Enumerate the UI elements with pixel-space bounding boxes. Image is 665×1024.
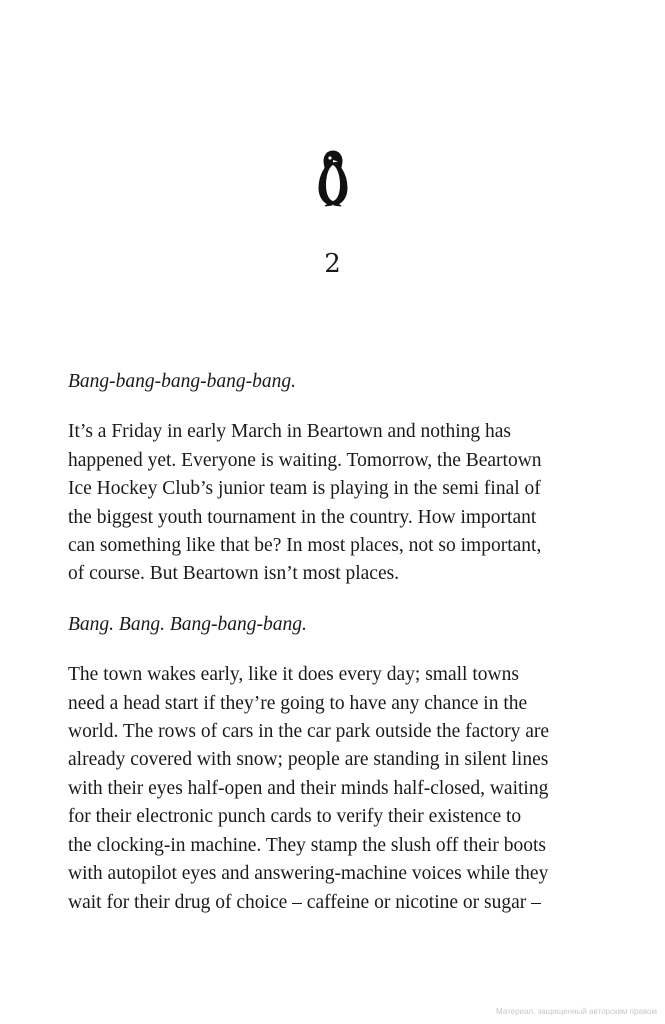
copyright-watermark: Материал, защищенный авторским правом — [496, 1007, 657, 1016]
paragraph: Bang. Bang. Bang-bang-bang. — [68, 613, 307, 635]
chapter-number: 2 — [324, 249, 341, 279]
paragraph: The town wakes early, like it does every day; small towns need a head start if they’re going to have any chance in the world. The rows of cars in the car park outside the factory are already covered with snow; people are standing in silent lines with their eyes half-open and their minds half-closed, waiting for their electronic punch cards to verify their existence to the clocking-in machine. They stamp the slush off their boots with autopilot eyes and answering-machine voices while they wait for their drug of choice – caffeine or nicotine or sugar – — [68, 664, 549, 913]
paragraph: Bang-bang-bang-bang-bang. — [68, 371, 297, 392]
penguin-icon — [313, 148, 353, 208]
paragraph: It’s a Friday in early March in Beartown and nothing has happened yet. Everyone is waiting. Tomorrow, the Beartown Ice Hockey Club’s junior team is playing in the semi final of the biggest youth tournament in the country. How important can something like that be? In most places, not so important, of course. But Beartown isn’t most places. — [68, 421, 542, 585]
chapter-text — [68, 368, 603, 917]
